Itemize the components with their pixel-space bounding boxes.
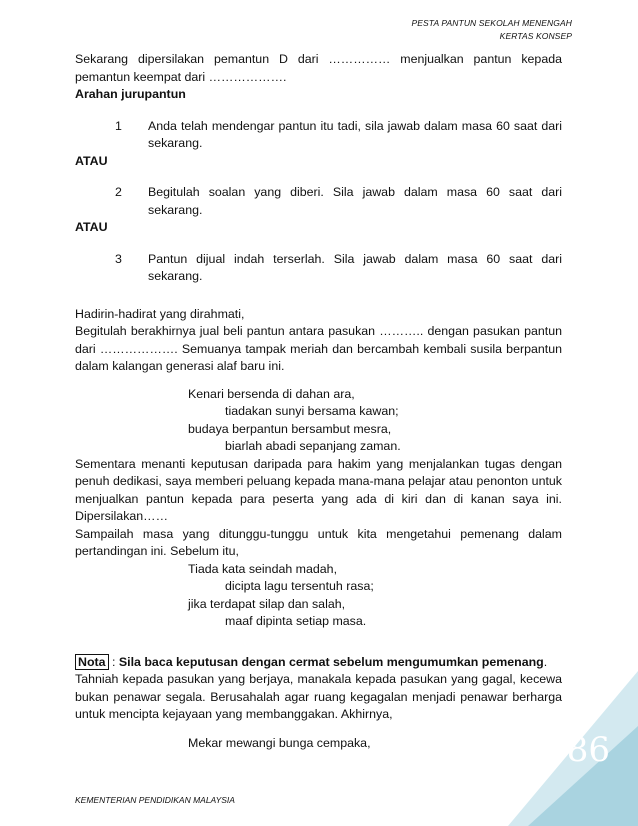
- poem-line: Mekar mewangi bunga cempaka,: [188, 735, 371, 750]
- atau-separator: ATAU: [75, 220, 108, 234]
- nota-line: [75, 654, 562, 672]
- item-number: 3: [115, 251, 122, 266]
- poem-2: [188, 561, 562, 631]
- header-subtitle: KERTAS KONSEP: [499, 31, 572, 41]
- poem-line: biarlah abadi sepanjang zaman.: [225, 439, 401, 453]
- poem-line: tiadakan sunyi bersama kawan;: [225, 404, 399, 418]
- arahan-heading: Arahan jurupantun: [75, 87, 186, 101]
- nota-text: Sila baca keputusan dengan cermat sebelum mengumumkan pemenang: [118, 654, 544, 669]
- header-title: PESTA PANTUN SEKOLAH MENENGAH: [411, 18, 572, 28]
- item-text: Begitulah soalan yang diberi. Sila jawab dalam masa 60 saat dari sekarang.: [148, 185, 562, 217]
- nota-label: Nota: [75, 654, 109, 670]
- nota-separator: :: [108, 654, 119, 669]
- corner-decoration: [508, 626, 638, 826]
- poem-line: Tiada kata seindah madah,: [188, 561, 338, 576]
- tahniah-paragraph: Tahniah kepada pasukan yang berjaya, manakala kepada pasukan yang gagal, kecewa bukan penawar segala. Berusahalah agar ruang kegagalan menjadi penawar berharga untuk mencipta kejayaan yang membanggakan. Akhirnya,: [75, 672, 562, 721]
- poem-line: dicipta lagu tersentuh rasa;: [225, 579, 374, 593]
- poem-1: [188, 386, 562, 456]
- poem-line: Kenari bersenda di dahan ara,: [188, 386, 355, 401]
- nota-end: .: [543, 654, 548, 669]
- sampailah-paragraph: Sampailah masa yang ditunggu-tunggu untuk kita mengetahui pemenang dalam pertandingan ini. Sebelum itu,: [75, 526, 562, 558]
- document-body: [75, 51, 562, 752]
- arahan-item-2: [115, 184, 562, 219]
- intro-paragraph: Sekarang dipersilakan pemantun D dari …………… menjualkan pantun kepada pemantun keempat dari ……………….: [75, 52, 562, 84]
- poem-line: budaya berpantun bersambut mesra,: [188, 421, 392, 436]
- item-number: 1: [115, 118, 122, 133]
- item-text: Anda telah mendengar pantun itu tadi, sila jawab dalam masa 60 saat dari sekarang.: [148, 118, 562, 150]
- closing-paragraph: Begitulah berakhirnya jual beli pantun antara pasukan ……….. dengan pasukan pantun dari ………………. Semuanya tampak meriah dan bercambah kembali susila berpantun dalam kalangan generasi alaf baru ini.: [75, 324, 562, 373]
- item-number: 2: [115, 185, 122, 199]
- poem-line: maaf dipinta setiap masa.: [225, 614, 367, 628]
- arahan-item-3: [115, 251, 562, 286]
- waiting-paragraph: Sementara menanti keputusan daripada para hakim yang menjalankan tugas dengan penuh dedikasi, saya memberi peluang kepada mana-mana pelajar atau penonton untuk menjualkan pantun kepada para peserta yang ada di kiri dan di kanan saya ini. Dipersilakan……: [75, 456, 562, 523]
- page-header: [412, 17, 573, 43]
- poem-3: [188, 735, 562, 753]
- item-text: Pantun dijual indah terserlah. Sila jawab dalam masa 60 saat dari sekarang.: [148, 251, 562, 283]
- page-footer: KEMENTERIAN PENDIDIKAN MALAYSIA: [75, 795, 235, 805]
- greeting: Hadirin-hadirat yang dirahmati,: [75, 306, 245, 321]
- page-number: 86: [566, 730, 610, 770]
- arahan-item-1: [115, 118, 562, 153]
- atau-separator: ATAU: [75, 153, 108, 168]
- poem-line: jika terdapat silap dan salah,: [188, 596, 346, 611]
